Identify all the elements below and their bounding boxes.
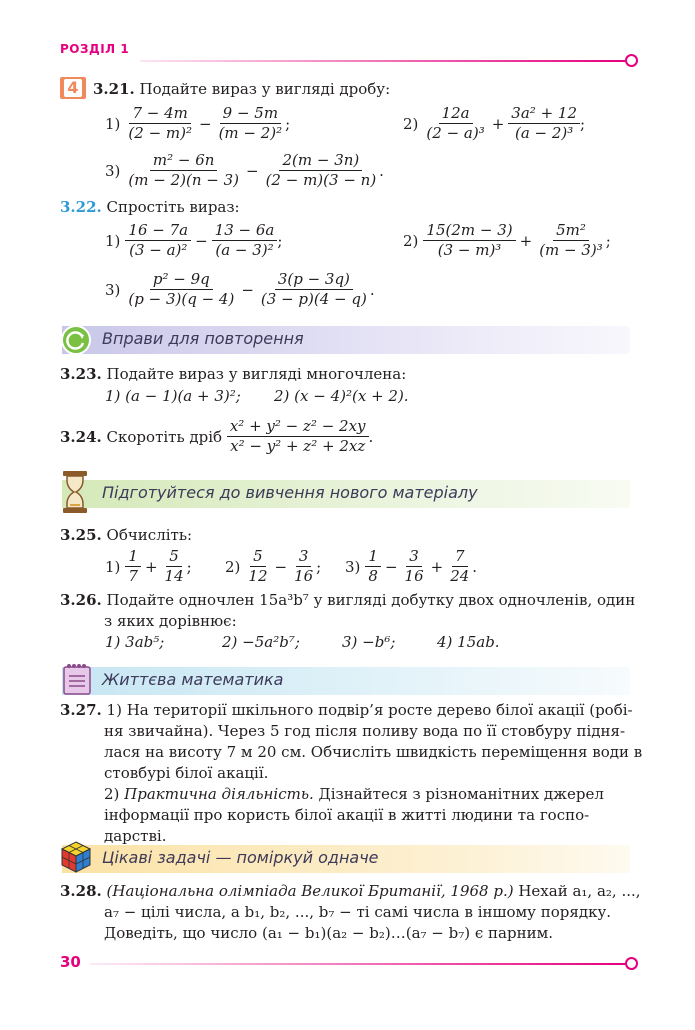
problem-3-28-line-2: a₇ − цілі числа, а b₁, b₂, ..., b₇ − ті самі числа в іншому порядку.	[104, 903, 612, 921]
problem-3-26-line-1: 3.26. Подайте одночлен 15a³b⁷ у вигляді добутку двох одночленів, один	[60, 591, 636, 609]
problem-3-24: 3.24. Скоротіть дріб $\frac{\text{x² + y² − z² − 2xy}}{\text{x² − y² + z² + 2xz}}$ .	[60, 417, 374, 455]
section-life-title: Життєва математика	[102, 670, 284, 689]
problem-3-25-item-3: 3) $\frac{1}{8}$ − $\frac{3}{16}$ + $\frac{7}{24}$ .	[345, 547, 478, 585]
problem-3-26-item-2: 2) −5a²b⁷;	[222, 633, 300, 651]
problem-3-28-line-1: 3.28. (Національна олімпіада Великої Британії, 1968 р.) Нехай a₁, a₂, ...,	[60, 882, 641, 900]
section-review-title: Вправи для повторення	[102, 329, 304, 348]
problem-3-21-item-3: 3) $\frac{\text{m² − 6n}}{(m - 2)(n - 3)}$ − $\frac{2(m - 3n)}{(2 - m)(3 - n)}$ .	[105, 151, 384, 189]
problem-3-23-item-2: 2) (x − 4)²(x + 2).	[274, 387, 409, 405]
header-rule-end	[625, 54, 638, 67]
page-number: 30	[60, 953, 81, 971]
header-rule	[140, 60, 625, 62]
problem-3-25-statement: 3.25. Обчисліть:	[60, 526, 193, 544]
problem-3-27-line-5: 2) Практична діяльність. Дізнайтеся з різноманітних джерел	[104, 785, 604, 803]
problem-3-25-item-1: 1) $\frac{1}{7}$ + $\frac{5}{14}$ ;	[105, 547, 192, 585]
problem-3-27-line-6: інформації про користь білої акації в житті людини та госпо-	[104, 806, 590, 824]
problem-3-27-line-4: стовбурі білої акації.	[104, 764, 269, 782]
problem-3-21-item-1: 1) $\frac{7 - 4m}{\text{(2 − m)²}}$ − $\frac{9 - 5m}{\text{(m − 2)²}}$ ;	[105, 104, 291, 142]
section-fun-title: Цікаві задачі — поміркуй одначе	[102, 848, 379, 867]
problem-3-21-statement: 3.21. Подайте вираз у вигляді дробу:	[93, 80, 391, 98]
problem-3-27-line-1: 3.27. 1) На території шкільного подвір’я росте дерево білої акації (робі-	[60, 701, 633, 719]
section-fun-banner	[62, 845, 630, 873]
section-prepare-title: Підготуйтеся до вивчення нового матеріалу	[102, 483, 478, 502]
problem-3-22-item-2: 2) $\frac{15(2m - 3)}{\text{(3 − m)³}}$ + $\frac{\text{5m²}}{\text{(m − 3)³}}$ ;	[403, 221, 611, 259]
problem-3-26-line-2: з яких дорівнює:	[104, 612, 237, 630]
problem-3-22-statement: 3.22. Спростіть вираз:	[60, 198, 240, 216]
level-badge	[60, 77, 86, 99]
section-review-banner	[62, 326, 630, 354]
problem-3-22-item-1: 1) $\frac{16 - 7a}{\text{(3 − a)²}}$ − $\frac{13 - 6a}{\text{(a − 3)²}}$ ;	[105, 221, 283, 259]
problem-3-23-item-1: 1) (a − 1)(a + 3)²;	[105, 387, 241, 405]
refresh-icon	[60, 324, 92, 356]
notebook-icon	[62, 662, 92, 696]
problem-3-27-line-2: ня звичайна). Через 5 год після поливу вода по її стовбуру підня-	[104, 722, 626, 740]
section-header: РОЗДІЛ 1	[60, 42, 130, 56]
section-prepare-banner	[62, 480, 630, 508]
footer-rule-end	[625, 957, 638, 970]
footer-rule	[90, 963, 625, 965]
section-life-banner	[62, 667, 630, 695]
problem-3-22-item-3: 3) $\frac{\text{p² − 9q}}{(p - 3)(q - 4)}$ − $\frac{3(p - 3q)}{(3 - p)(4 - q)}$ .	[105, 270, 375, 308]
hourglass-icon	[62, 470, 88, 514]
cube-puzzle-icon	[60, 840, 92, 874]
problem-3-26-item-4: 4) 15ab.	[437, 633, 500, 651]
problem-3-28-line-3: Доведіть, що число (a₁ − b₁)(a₂ − b₂)…(a₇ − b₇) є парним.	[104, 924, 554, 942]
problem-3-26-item-1: 1) 3ab⁵;	[105, 633, 165, 651]
problem-3-27-line-3: лася на висоту 7 м 20 см. Обчисліть швидкість переміщення води в	[104, 743, 643, 761]
problem-3-23-statement: 3.23. Подайте вираз у вигляді многочлена:	[60, 365, 407, 383]
problem-3-25-item-2: 2) $\frac{5}{12}$ − $\frac{3}{16}$ ;	[225, 547, 322, 585]
problem-3-21-item-2: 2) $\frac{12a}{\text{(2 − a)³}}$ + $\frac{\text{3a² + 12}}{\text{(a − 2)³}}$ ;	[403, 104, 586, 142]
problem-3-27-line-7: дарстві.	[104, 827, 167, 845]
problem-3-26-item-3: 3) −b⁶;	[342, 633, 396, 651]
level-number: 4	[67, 78, 79, 97]
